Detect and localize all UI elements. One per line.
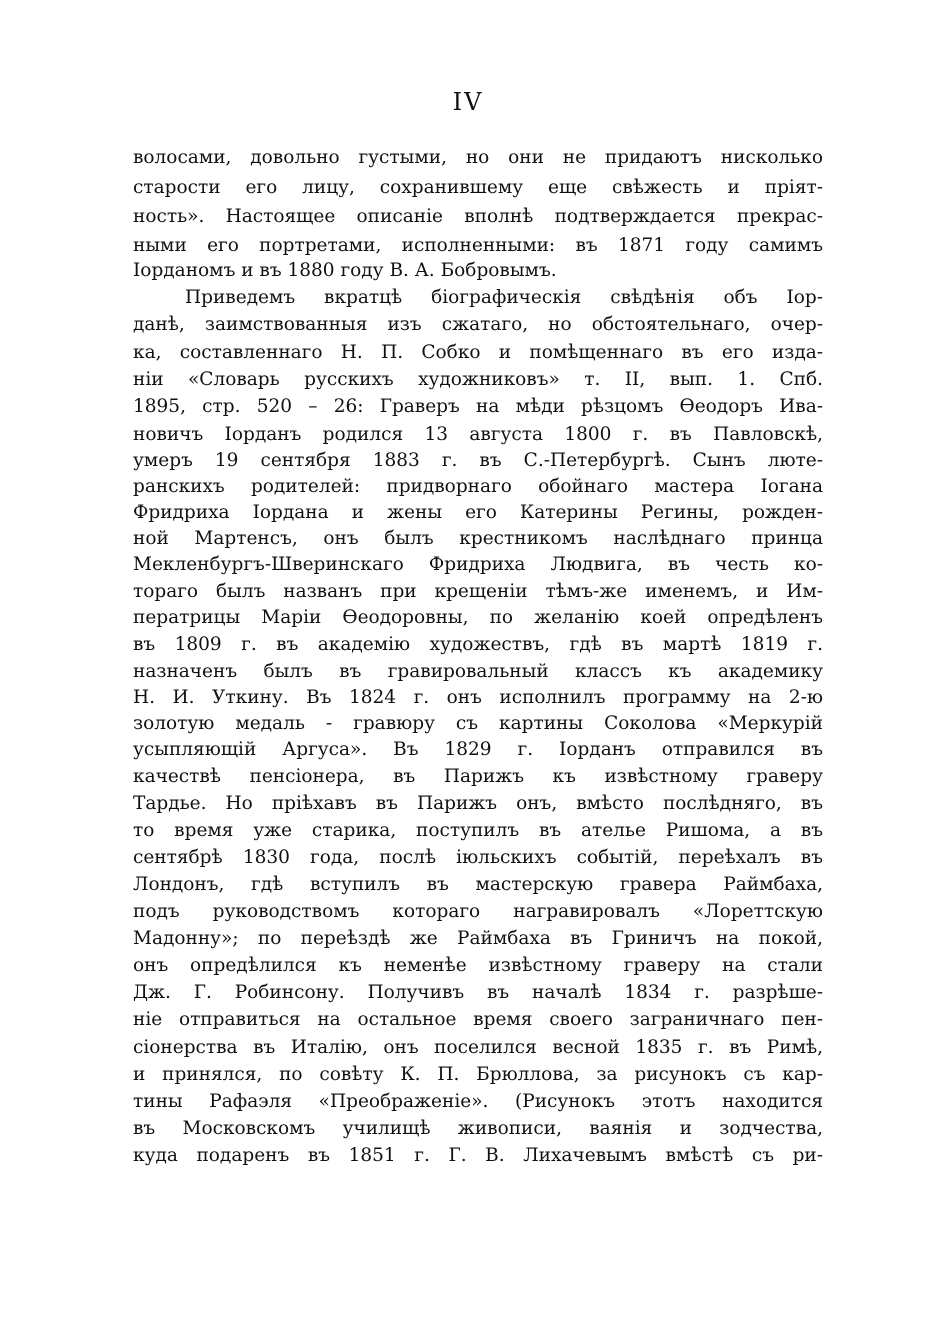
text-line-9: ніи «Словарь русскихъ художниковъ» т. II, вып. 1. Спб. (133, 369, 823, 390)
text-line-7: данѣ, заимствованныя изъ сжатаго, но обстоятельнаго, очер- (133, 314, 823, 335)
text-line-36: тины Рафаэля «Преображеніе». (Рисунокъ этотъ находится (133, 1091, 823, 1112)
text-line-10: 1895, стр. 520 – 26: Граверъ на мѣди рѣзцомъ Ѳеодоръ Ива- (133, 396, 823, 417)
text-line-1: волосами, довольно густыми, но они не придаютъ нисколько (133, 147, 823, 168)
text-line-34: сіонерства въ Италію, онъ поселился весной 1835 г. въ Римѣ, (133, 1037, 823, 1058)
text-line-13: ранскихъ родителей: придворнаго обойнаго мастера Іогана (133, 476, 823, 497)
text-line-31: онъ опредѣлился къ неменѣе извѣстному граверу на стали (133, 955, 823, 976)
text-line-30: Мадонну»; по переѣздѣ же Раймбаха въ Гриничъ на покой, (133, 928, 823, 949)
text-line-16: Мекленбургъ-Шверинскаго Фридриха Людвига, въ честь ко- (133, 554, 823, 575)
text-line-25: Тардье. Но пріѣхавъ въ Парижъ онъ, вмѣсто послѣдняго, въ (133, 793, 823, 814)
text-line-28: Лондонъ, гдѣ вступилъ въ мастерскую гравера Раймбаха, (133, 874, 823, 895)
text-line-35: и принялся, по совѣту К. П. Брюллова, за рисунокъ съ кар- (133, 1064, 823, 1085)
text-line-8: ка, составленнаго Н. П. Собко и помѣщеннаго въ его изда- (133, 342, 823, 363)
text-line-12: умеръ 19 сентября 1883 г. въ С.-Петербургѣ. Сынъ люте- (133, 450, 823, 471)
text-line-21: Н. И. Уткину. Въ 1824 г. онъ исполнилъ программу на 2-ю (133, 687, 823, 708)
text-line-18: ператрицы Маріи Ѳеодоровны, по желанію коей опредѣленъ (133, 607, 823, 628)
text-line-33: ніе отправиться на остальное время своего заграничнаго пен- (133, 1009, 823, 1030)
text-line-26: то время уже старика, поступилъ въ ателье Ришома, а въ (133, 820, 823, 841)
text-line-32: Дж. Г. Робинсону. Получивъ въ началѣ 1834 г. разрѣше- (133, 982, 823, 1003)
text-line-23: усыпляющій Аргуса». Въ 1829 г. Іорданъ отправился въ (133, 739, 823, 760)
text-line-17: тораго былъ названъ при крещеніи тѣмъ-же именемъ, и Им- (133, 581, 823, 602)
text-line-24: качествѣ пенсіонера, въ Парижъ къ извѣстному граверу (133, 766, 823, 787)
text-line-37: въ Московскомъ училищѣ живописи, ваянія и зодчества, (133, 1118, 823, 1139)
text-line-19: въ 1809 г. въ академію художествъ, гдѣ въ мартѣ 1819 г. (133, 634, 823, 655)
text-line-22: золотую медаль - гравюру съ картины Соколова «Меркурій (133, 713, 823, 734)
text-line-29: подъ руководствомъ котораго награвировалъ «Лореттскую (133, 901, 823, 922)
page-number: IV (452, 88, 484, 116)
text-line-2: старости его лицу, сохранившему еще свѣжесть и пріят- (133, 177, 823, 198)
text-line-6: Приведемъ вкратцѣ біографическія свѣдѣнія объ Іор- (185, 287, 823, 308)
text-line-38: куда подаренъ въ 1851 г. Г. В. Лихачевымъ вмѣстѣ съ ри- (133, 1145, 823, 1166)
text-line-27: сентябрѣ 1830 года, послѣ іюльскихъ событій, переѣхалъ въ (133, 847, 823, 868)
text-line-14: Фридриха Іордана и жены его Катерины Регины, рожден- (133, 502, 823, 523)
text-line-15: ной Мартенсъ, онъ былъ крестникомъ наслѣднаго принца (133, 528, 823, 549)
text-line-5: Іорданомъ и въ 1880 году В. А. Бобровымъ. (133, 260, 557, 281)
text-line-11: новичъ Іорданъ родился 13 августа 1800 г. въ Павловскѣ, (133, 424, 823, 445)
text-line-20: назначенъ былъ въ гравировальный классъ къ академику (133, 661, 823, 682)
text-line-3: ность». Настоящее описаніе вполнѣ подтверждается прекрас- (133, 206, 823, 227)
text-line-4: ными его портретами, исполненными: въ 1871 году самимъ (133, 235, 823, 256)
